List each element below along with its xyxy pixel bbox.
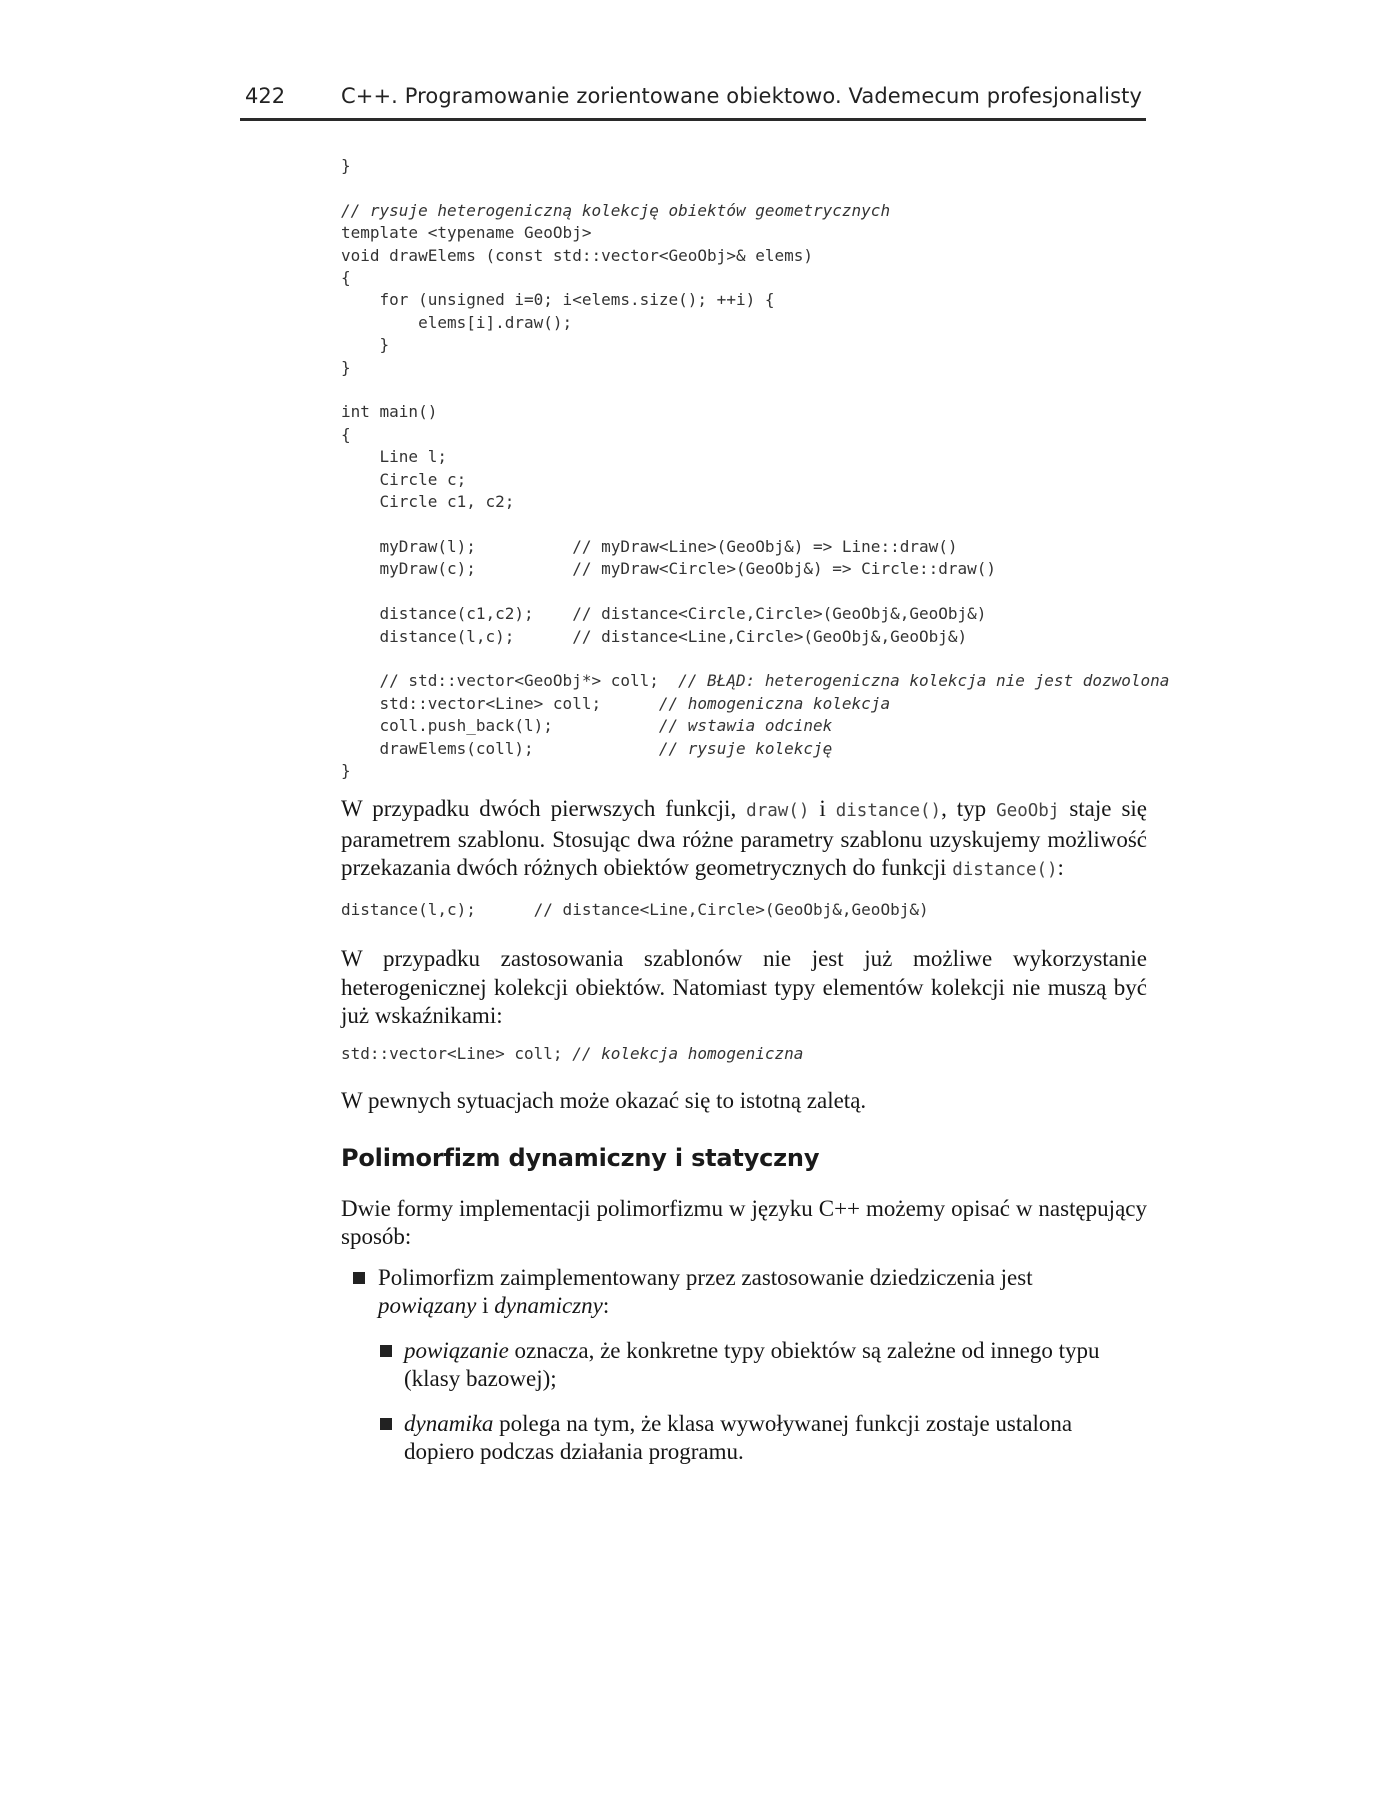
- square-bullet-icon: [353, 1272, 365, 1284]
- code-text: drawElems(coll);: [341, 738, 659, 758]
- code-snippet-vector: [341, 1043, 1147, 1065]
- square-bullet-icon: [380, 1418, 392, 1430]
- code-comment: // kolekcja homogeniczna: [572, 1043, 804, 1063]
- code-text: {: [341, 268, 351, 288]
- code-snippet-distance: [341, 899, 1147, 921]
- section-heading: Polimorfizm dynamiczny i statyczny: [341, 1143, 820, 1172]
- inline-code-draw: draw(): [746, 801, 810, 822]
- code-text: myDraw(c); // myDraw<Circle>(GeoObj&) => Circle::draw(): [341, 559, 997, 579]
- code-comment: // rysuje kolekcję: [658, 738, 833, 758]
- page-number: 422: [245, 84, 286, 108]
- code-comment: // rysuje heterogeniczną kolekcję obiektów geometrycznych: [341, 200, 891, 220]
- code-text: elems[i].draw();: [341, 312, 573, 332]
- inline-code-geoobj: GeoObj: [996, 801, 1060, 822]
- code-text: template <typename GeoObj>: [341, 223, 592, 243]
- page-header: [240, 78, 1146, 121]
- code-text: }: [341, 760, 351, 780]
- code-text: distance(l,c); // distance<Line,Circle>(GeoObj&,GeoObj&): [341, 899, 929, 919]
- code-text: std::vector<Line> coll;: [341, 1043, 573, 1063]
- paragraph-advantage: W pewnych sytuacjach może okazać się to istotną zaletą.: [341, 1088, 867, 1114]
- code-listing: [341, 155, 1170, 782]
- code-comment: // homogeniczna kolekcja: [658, 693, 891, 713]
- code-text: coll.push_back(l);: [341, 716, 659, 736]
- running-title: C++. Programowanie zorientowane obiektowo. Vademecum profesjonalisty: [341, 84, 1142, 108]
- paragraph-template-functions: W przypadku dwóch pierwszych funkcji, draw() i distance(), typ GeoObj staje się parametrem szablonu. Stosując dwa różne parametry szablonu uzyskujemy możliwość przekazania dwóch różnych obiektów geometrycznych do funkcji distance():: [341, 796, 1148, 881]
- code-text: }: [341, 357, 351, 377]
- paragraph-heterogeneous: W przypadku zastosowania szablonów nie jest już możliwe wykorzystanie heterogenicznej kolekcji obiektów. Natomiast typy elementów kolekcji nie muszą być już wskaźnikami:: [341, 946, 1147, 1029]
- code-text: Circle c1, c2;: [341, 492, 515, 512]
- code-text: Line l;: [341, 447, 447, 467]
- list-item: powiązanie oznacza, że konkretne typy obiektów są zależne od innego typu (klasy bazowej);: [341, 1337, 1147, 1394]
- code-comment: // BŁĄD: heterogeniczna kolekcja nie jest dozwolona: [678, 671, 1170, 691]
- code-text: distance(c1,c2); // distance<Circle,Circle>(GeoObj&,GeoObj&): [341, 604, 987, 624]
- code-text: myDraw(l); // myDraw<Line>(GeoObj&) => Line::draw(): [341, 536, 958, 556]
- square-bullet-icon: [380, 1345, 392, 1357]
- code-text: }: [341, 335, 390, 355]
- code-text: Circle c;: [341, 469, 467, 489]
- code-text: std::vector<Line> coll;: [341, 693, 659, 713]
- code-text: void drawElems (const std::vector<GeoObj>& elems): [341, 245, 814, 265]
- bullet-list: [341, 1264, 1147, 1467]
- code-text: // std::vector<GeoObj*> coll;: [341, 671, 679, 691]
- inline-code-distance: distance(): [835, 801, 942, 822]
- list-item: Polimorfizm zaimplementowany przez zastosowanie dziedziczenia jest powiązany i dynamiczny:: [341, 1264, 1147, 1321]
- code-text: int main(): [341, 402, 438, 422]
- code-text: for (unsigned i=0; i<elems.size(); ++i) {: [341, 290, 775, 310]
- paragraph-intro-polymorphism: Dwie formy implementacji polimorfizmu w języku C++ możemy opisać w następujący sposób:: [341, 1195, 1147, 1250]
- code-text: {: [341, 424, 351, 444]
- code-comment: // wstawia odcinek: [658, 716, 833, 736]
- page-content: [341, 155, 1170, 1467]
- list-item: dynamika polega na tym, że klasa wywoływanej funkcji zostaje ustalona dopiero podczas działania programu.: [341, 1410, 1147, 1467]
- code-text: }: [341, 156, 351, 175]
- inline-code-distance-2: distance(): [952, 860, 1058, 881]
- code-text: distance(l,c); // distance<Line,Circle>(GeoObj&,GeoObj&): [341, 626, 968, 646]
